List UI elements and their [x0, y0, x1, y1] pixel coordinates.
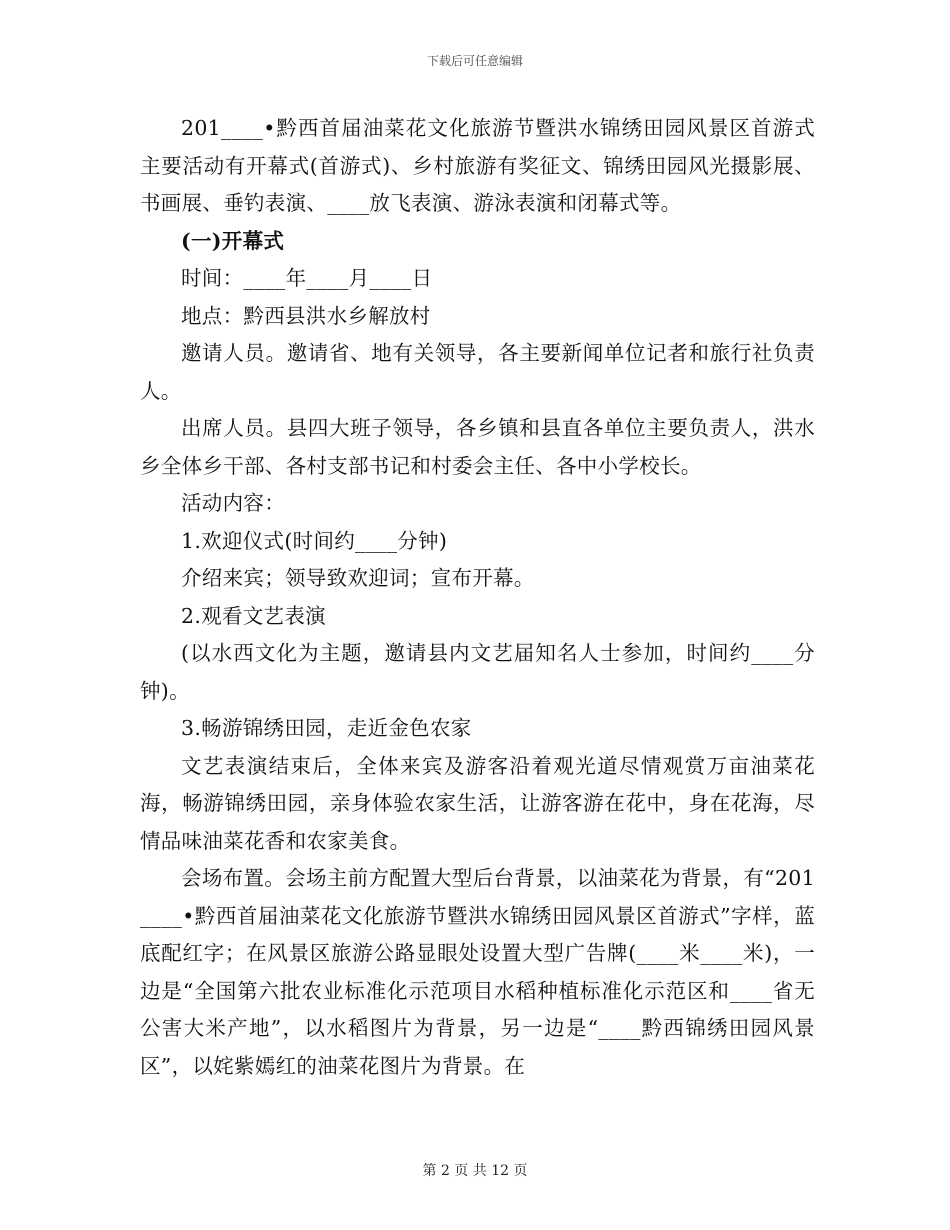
paragraph-tour-detail: 文艺表演结束后，全体来宾及游客沿着观光道尽情观赏万亩油菜花海，畅游锦绣田园，亲身体验农家生活，让游客游在花中，身在花海，尽情品味油菜花香和农家美食。	[140, 753, 815, 853]
document-body	[140, 110, 815, 1085]
list-item-tour: 3.畅游锦绣田园，走近金色农家	[181, 716, 472, 740]
list-item-performance: 2.观看文艺表演	[181, 603, 326, 628]
paragraph-attendees: 出席人员。县四大班子领导，各乡镇和县直各单位主要负责人，洪水乡全体乡干部、各村支部书记和村委会主任、各中小学校长。	[140, 416, 815, 478]
paragraph-location: 地点：黔西县洪水乡解放村	[181, 303, 431, 328]
list-item-welcome: 1.欢迎仪式(时间约____分钟)	[181, 528, 448, 553]
page-header: 下载后可任意编辑	[426, 54, 523, 68]
page-footer: 第 2 页 共 12 页	[422, 1163, 528, 1179]
paragraph-invitees: 邀请人员。邀请省、地有关领导，各主要新闻单位记者和旅行社负责人。	[140, 341, 815, 403]
intro-paragraph: 201____•黔西首届油菜花文化旅游节暨洪水锦绣田园风景区首游式主要活动有开幕式(首游式)、乡村旅游有奖征文、锦绣田园风光摄影展、书画展、垂钓表演、____放飞表演、游泳表演和闭幕式等。	[140, 116, 815, 215]
paragraph-venue-setup: 会场布置。会场主前方配置大型后台背景，以油菜花为背景，有“201____•黔西首届油菜花文化旅游节暨洪水锦绣田园风景区首游式”字样，蓝底配红字；在风景区旅游公路显眼处设置大型广告牌(____米____米)，一边是“全国第六批农业标准化示范项目水稻种植标准化示范区和____省无公害大米产地”，以水稻图片为背景，另一边是“____黔西锦绣田园风景区”，以姹紫嫣红的油菜花图片为背景。在	[140, 866, 815, 1078]
paragraph-performance-detail: (以水西文化为主题，邀请县内文艺届知名人士参加，时间约____分钟)。	[140, 641, 815, 703]
paragraph-time: 时间：____年____月____日	[181, 266, 433, 290]
section-heading-opening: (一)开幕式	[181, 228, 285, 253]
paragraph-welcome-detail: 介绍来宾；领导致欢迎词；宣布开幕。	[181, 566, 535, 590]
paragraph-activities-label: 活动内容：	[181, 491, 285, 515]
